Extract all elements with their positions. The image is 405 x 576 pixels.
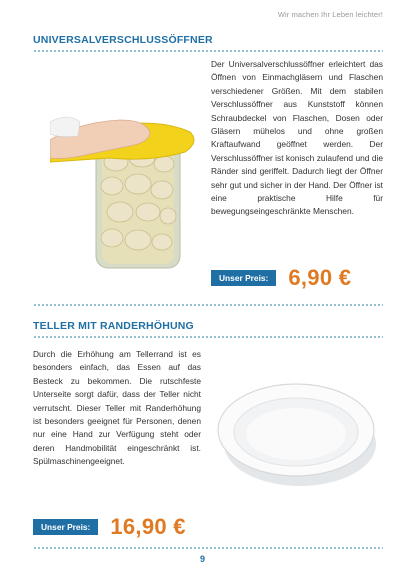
product2-price-label: Unser Preis: [33, 519, 98, 535]
section-divider [33, 304, 383, 306]
product2-price-row [33, 514, 186, 540]
header-tagline: Wir machen Ihr Leben leichter! [277, 10, 383, 19]
page-number: 9 [199, 554, 205, 564]
product1-price-row [211, 265, 351, 291]
product2-price: 16,90 € [110, 514, 186, 539]
product2-divider [33, 336, 383, 338]
product1-description: Der Universalverschlussöffner erleichtert das Öffnen von Einmachgläsern und Flaschen verschiedener Größen. Mit dem stabilen Verschlussöffner aus Kunststoff können Schraubdeckel von Flaschen, Dosen oder Gläsern mühelos und ohne großen Kraftaufwand geöffnet werden. Der Verschlussöffner ist konisch zulaufend und die Ränder sind geriffelt. Dadurch liegt der Öffner sehr gut und sicher in der Hand. Der Öffner ist eine praktische Hilfe für bewegungseingeschränkte Menschen. [211, 59, 383, 217]
product1-divider [33, 50, 383, 52]
product1-price: 6,90 € [288, 265, 352, 290]
product1-price-label: Unser Preis: [211, 270, 276, 286]
product2-title: TELLER MIT RANDERHÖHUNG [33, 320, 194, 332]
plate-image [212, 372, 380, 492]
jar-opener-image [50, 62, 200, 277]
footer-divider [33, 547, 383, 549]
product2-description: Durch die Erhöhung am Tellerrand ist es besonders einfach, das Essen auf das Besteck zu bekommen. Die rutschfeste Unterseite sorgt dafür, dass der Teller nicht verrutscht. Dieser Teller mit Randerhöhung ist besonders geeignet für Personen, denen nur eine Hand zur Verfügung steht oder deren Handmobilität eingeschränkt ist. Spülmaschinengeeignet. [33, 349, 201, 467]
product1-title: UNIVERSALVERSCHLUSSÖFFNER [33, 34, 213, 46]
